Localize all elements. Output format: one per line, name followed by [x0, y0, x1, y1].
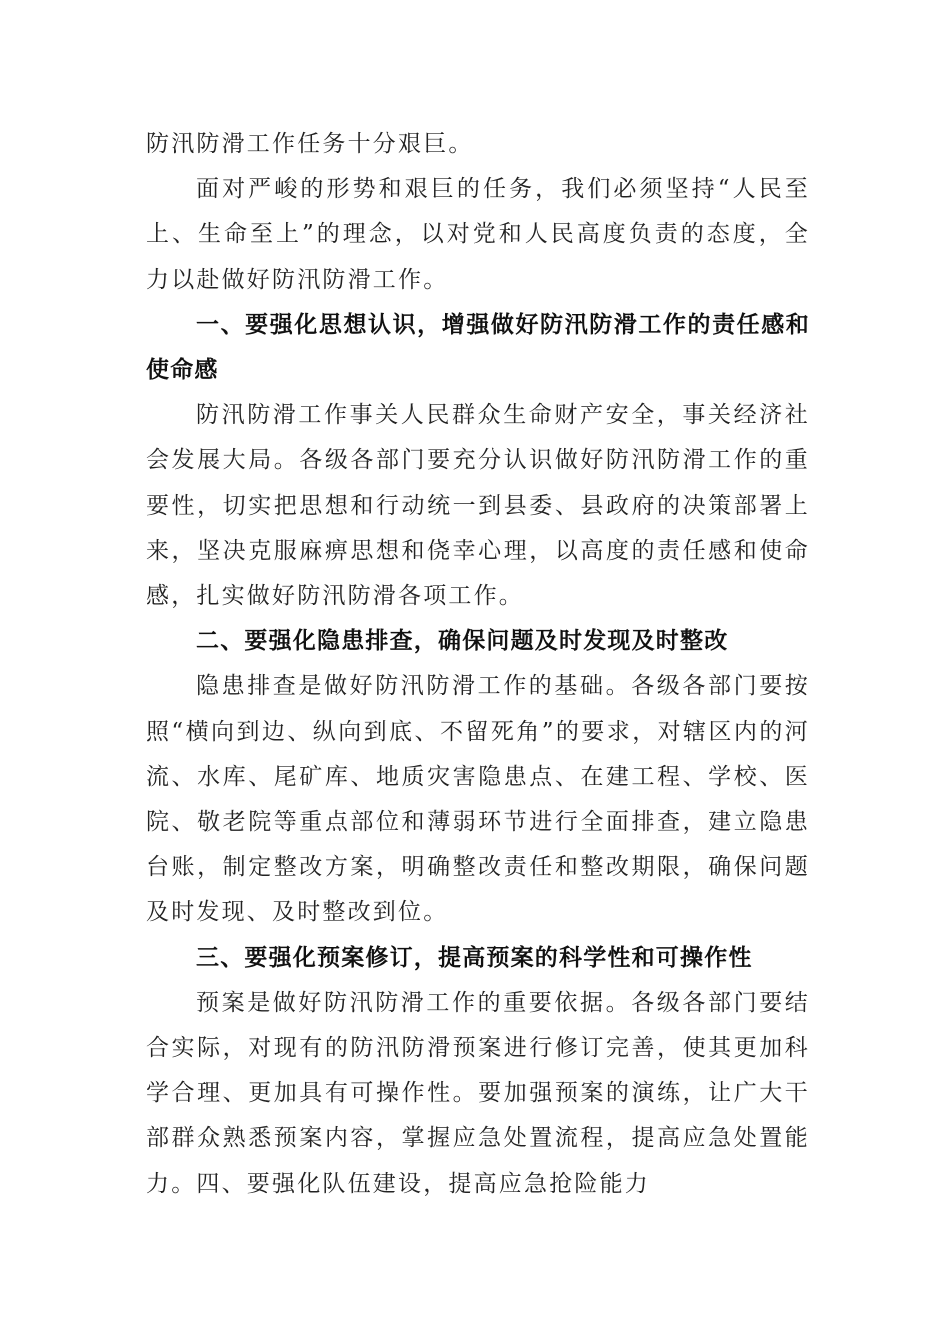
paragraph-section-1: 防汛防滑工作事关人民群众生命财产安全，事关经济社会发展大局。各级各部门要充分认识做好防汛防滑工作的重要性，切实把思想和行动统一到县委、县政府的决策部署上来，坚决克服麻痹思想和侥幸心理，以高度的责任感和使命感，扎实做好防汛防滑各项工作。	[146, 402, 810, 610]
paragraph-intro-continuation: 防汛防滑工作任务十分艰巨。	[146, 131, 474, 157]
section-heading-2: 二、要强化隐患排查，确保问题及时发现及时整改	[196, 628, 729, 655]
paragraph-overview: 面对严峻的形势和艰巨的任务，我们必须坚持“人民至上、生命至上”的理念，以对党和人民高度负责的态度，全力以赴做好防汛防滑工作。	[146, 176, 810, 293]
paragraph-section-2: 隐患排查是做好防汛防滑工作的基础。各级各部门要按照“横向到边、纵向到底、不留死角”的要求，对辖区内的河流、水库、尾矿库、地质灾害隐患点、在建工程、学校、医院、敬老院等重点部位和薄弱环节进行全面排查，建立隐患台账，制定整改方案，明确整改责任和整改期限，确保问题及时发现、及时整改到位。	[146, 673, 810, 926]
section-heading-1: 一、要强化思想认识，增强做好防汛防滑工作的责任感和使命感	[146, 311, 810, 384]
document-page	[146, 122, 810, 1207]
paragraph-section-3: 预案是做好防汛防滑工作的重要依据。各级各部门要结合实际，对现有的防汛防滑预案进行修订完善，使其更加科学合理、更加具有可操作性。要加强预案的演练，让广大干部群众熟悉预案内容，掌握应急处置流程，提高应急处置能力。四、要强化队伍建设，提高应急抢险能力	[146, 989, 810, 1197]
section-heading-3: 三、要强化预案修订，提高预案的科学性和可操作性	[196, 944, 753, 971]
